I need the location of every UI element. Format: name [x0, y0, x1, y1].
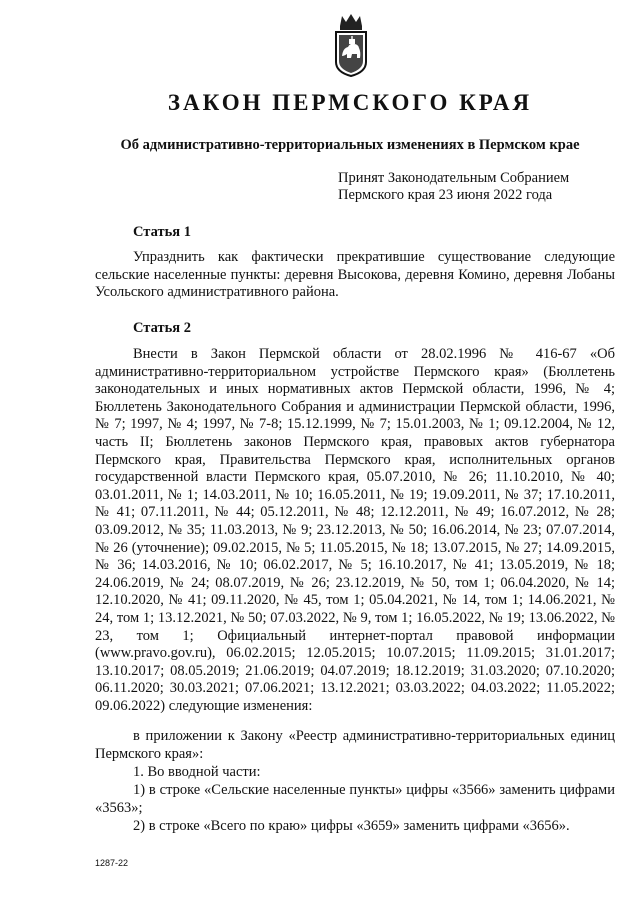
appendix-item: в приложении к Закону «Реестр административно-территориальных единиц Пермского края»: [95, 728, 615, 762]
coat-of-arms-emblem [328, 12, 374, 78]
article-1-heading: Статья 1 [133, 224, 191, 240]
law-subtitle: Об административно-территориальных изменениях в Пермском крае [120, 137, 580, 153]
adoption-note-text: Принят Законодательным Собранием Пермского края 23 июня 2022 года [338, 170, 570, 203]
law-title: ЗАКОН ПЕРМСКОГО КРАЯ [167, 90, 533, 115]
item-1-2: 2) в строке «Всего по краю» цифры «3659» заменить цифрами «3656». [133, 818, 570, 834]
adoption-note [338, 170, 583, 204]
article-2-heading: Статья 2 [133, 320, 191, 336]
document-number: 1287-22 [95, 858, 129, 868]
article-1-text: Упразднить как фактически прекратившие существование следующие сельские населенные пункты: деревня Высокова, деревня Комино, деревня Лобаны Усольского административного района. [95, 249, 615, 301]
item-1-1: 1) в строке «Сельские населенные пункты» цифры «3566» заменить цифрами «3563»; [95, 782, 615, 816]
article-2-text: Внести в Закон Пермской области от 28.02.1996 № 416-67 «Об административно-территориальном устройстве Пермского края» (Бюллетень законодательных и иных нормативных актов Пермской области, 1996, № 4; Бюллетень Законодательного Собрания и администрации Пермской области, 1996, № 7; 1997, № 4; 1997, № 7-8; 15.12.1999, № 7; 15.01.2003, № 1; 09.12.2004, № 12, часть II; Бюллетень законов Пермского края, правовых актов губернатора Пермского края, Правительства Пермского края, исполнительных органов государственной власти Пермского края, 05.07.2010, № 26; 11.10.2010, № 40; 03.01.2011, № 1; 14.03.2011, № 10; 16.05.2011, № 19; 19.09.2011, № 37; 17.10.2011, № 41; 07.11.2011, № 44; 05.12.2011, № 48; 12.12.2011, № 49; 16.07.2012, № 28; 03.09.2012, № 35; 11.03.2013, № 9; 23.12.2013, № 50; 16.06.2014, № 23; 07.07.2014, № 26 (уточнение); 09.02.2015, № 5; 11.05.2015, № 18; 13.07.2015, № 27; 14.09.2015, № 36; 14.03.2016, № 10; 06.02.2017, № 5; 16.10.2017, № 41; 13.05.2019, № 18; 24.06.2019, № 24; 08.07.2019, № 26; 23.12.2019, № 50, том 1; 06.04.2020, № 14; 12.10.2020, № 41; 09.11.2020, № 45, том 1; 05.04.2021, № 14, том 1; 14.06.2021, № 24, том 1; 13.12.2021, № 50; 07.03.2022, № 9, том 1; 16.05.2022, № 19; 13.06.2022, № 23, том 1; Официальный интернет-портал правовой информации (www.pravo.gov.ru), 06.02.2015; 12.05.2015; 10.07.2015; 11.09.2015; 31.01.2017; 13.10.2017; 08.05.2019; 21.06.2019; 04.07.2019; 18.12.2019; 31.03.2020; 07.10.2020; 06.11.2020; 30.03.2021; 07.06.2021; 13.12.2021; 03.03.2022; 04.03.2022; 11.05.2022; 09.06.2022) следующие изменения: [95, 346, 615, 714]
item-1: 1. Во вводной части: [133, 764, 261, 780]
